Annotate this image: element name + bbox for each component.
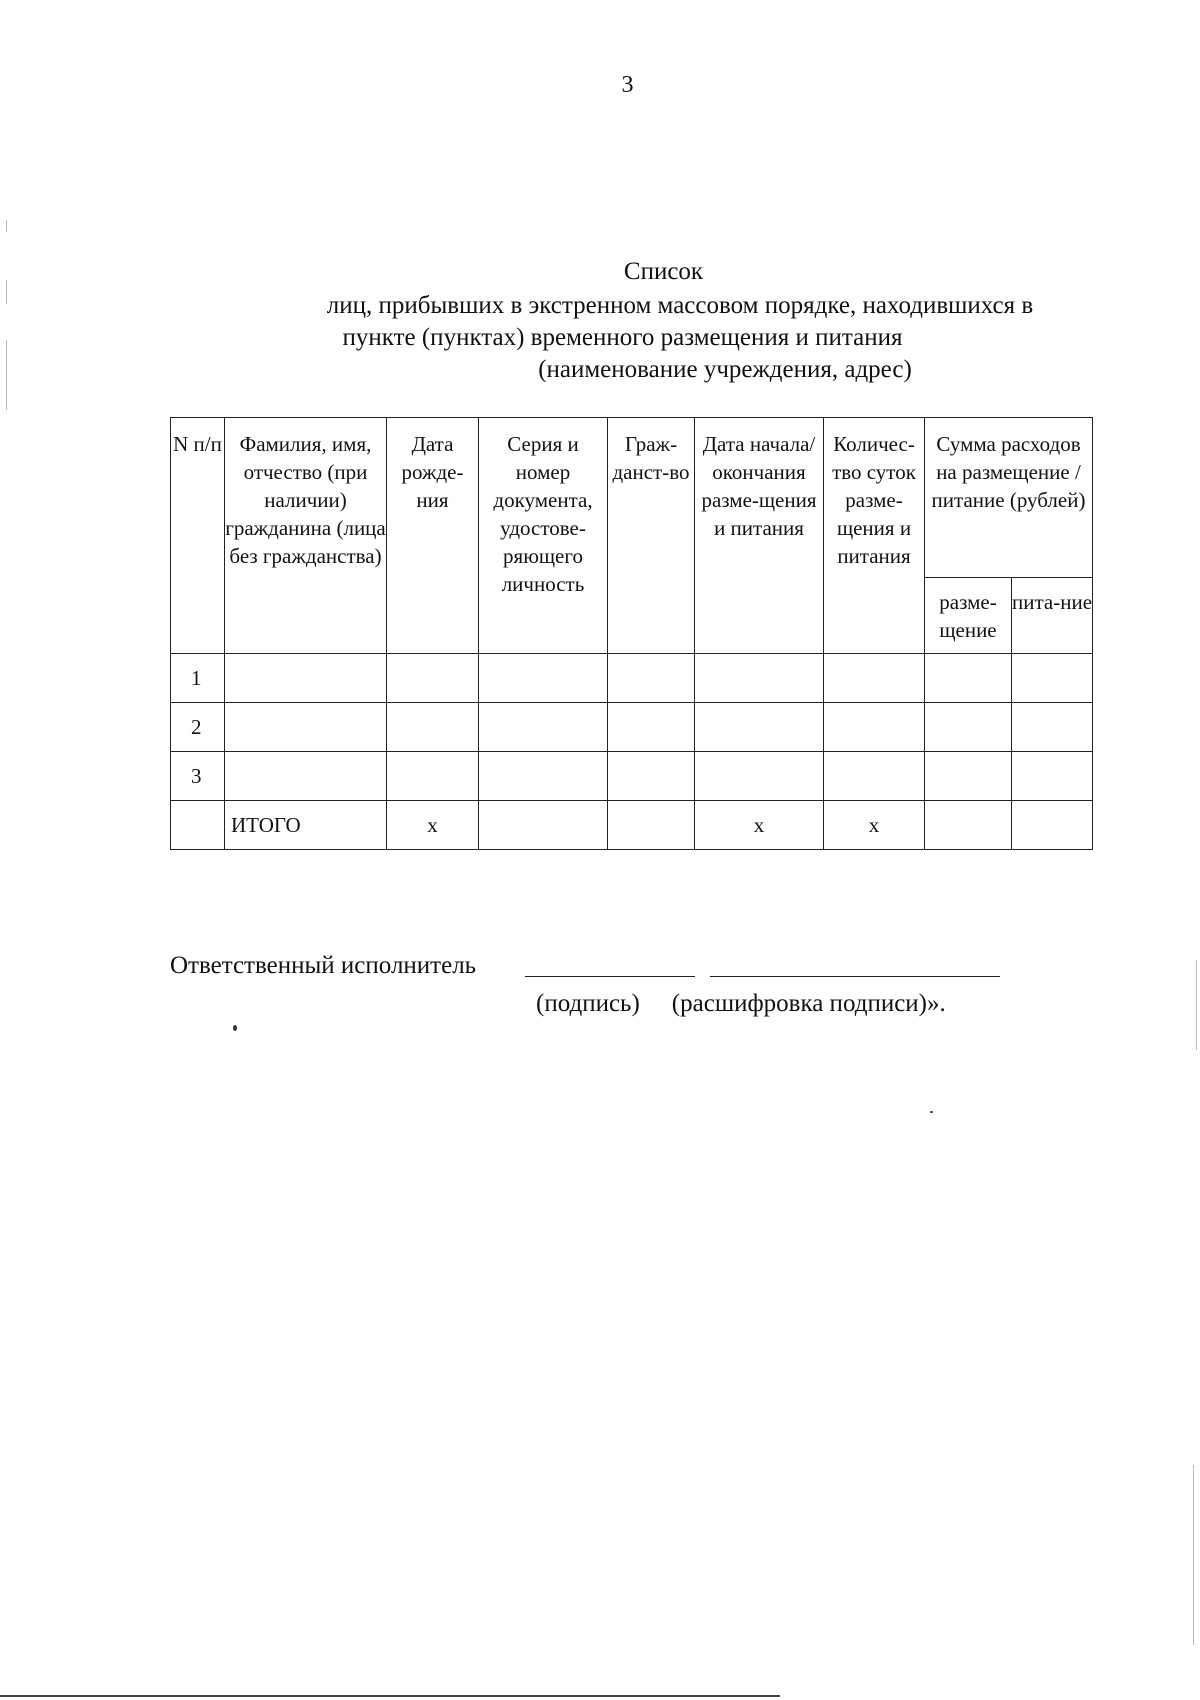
row-number: 3 — [171, 752, 225, 801]
subtitle-line-1: лиц, прибывших в экстренном массовом порядке, находившихся в — [326, 292, 1034, 319]
cell-days — [824, 654, 925, 703]
cell-lodging — [925, 752, 1012, 801]
header-sum-food: пита-ние — [1012, 578, 1093, 654]
scan-edge-mark — [6, 220, 7, 232]
table-total-row — [171, 801, 1093, 850]
cell-birth — [387, 654, 479, 703]
cell-lodging — [925, 703, 1012, 752]
document-title: Список — [623, 258, 704, 285]
header-citizenship: Граж-данст-во — [608, 418, 695, 654]
cell-lodging — [925, 654, 1012, 703]
table-header-row — [171, 418, 1093, 578]
cell-days — [824, 703, 925, 752]
decode-caption: (расшифровка подписи)». — [671, 990, 946, 1017]
cell-doc — [479, 654, 608, 703]
cell-citizenship — [608, 654, 695, 703]
header-sum: Сумма расходов на размещение / питание (рублей) — [925, 418, 1093, 578]
page-number: 3 — [621, 72, 634, 98]
cell-food — [1012, 654, 1093, 703]
cell-birth — [387, 703, 479, 752]
header-days: Количес-тво суток разме-щения и питания — [824, 418, 925, 654]
cell-citizenship — [608, 703, 695, 752]
decode-blank — [710, 976, 1000, 977]
cell-name — [225, 752, 387, 801]
header-document: Серия и номер документа, удостове-ряющего личность — [479, 418, 608, 654]
cell-name — [225, 654, 387, 703]
scan-edge-mark — [1196, 960, 1197, 1050]
total-birth: х — [387, 801, 479, 850]
responsible-line — [170, 952, 476, 980]
header-dates: Дата начала/ окончания разме-щения и питания — [695, 418, 824, 654]
cell-food — [1012, 703, 1093, 752]
cell-doc — [479, 752, 608, 801]
cell-name — [225, 703, 387, 752]
cell-empty — [608, 801, 695, 850]
table-row — [171, 703, 1093, 752]
scan-speck — [233, 1025, 237, 1031]
table-row — [171, 752, 1093, 801]
total-days: х — [824, 801, 925, 850]
cell-citizenship — [608, 752, 695, 801]
cell-dates — [695, 752, 824, 801]
scan-speck — [930, 1111, 933, 1113]
total-dates: х — [695, 801, 824, 850]
header-num: N п/п — [171, 418, 225, 654]
header-name: Фамилия, имя, отчество (при наличии) гражданина (лица без гражданства) — [225, 418, 387, 654]
scan-edge-mark — [6, 280, 7, 304]
persons-table — [170, 417, 1093, 850]
total-food — [1012, 801, 1093, 850]
responsible-label: Ответственный исполнитель — [170, 952, 477, 979]
row-number: 1 — [171, 654, 225, 703]
cell-food — [1012, 752, 1093, 801]
header-sum-lodging: разме-щение — [925, 578, 1012, 654]
row-number: 2 — [171, 703, 225, 752]
cell-dates — [695, 703, 824, 752]
scan-edge-mark — [1193, 1465, 1194, 1645]
cell-doc — [479, 703, 608, 752]
scan-bottom-edge — [0, 1695, 780, 1697]
cell-birth — [387, 752, 479, 801]
document-subtitle — [200, 290, 1160, 386]
signature-blank — [525, 976, 695, 977]
header-birth-date: Дата рожде-ния — [387, 418, 479, 654]
subtitle-line-3: (наименование учреждения, адрес) — [538, 356, 912, 383]
cell-dates — [695, 654, 824, 703]
signature-caption: (подпись) — [536, 990, 640, 1017]
cell-days — [824, 752, 925, 801]
scan-edge-mark — [6, 340, 7, 410]
cell-empty — [171, 801, 225, 850]
subtitle-line-2: пункте (пунктах) временного размещения и питания — [342, 324, 903, 351]
total-label: ИТОГО — [225, 801, 387, 850]
cell-empty — [479, 801, 608, 850]
signature-captions — [536, 990, 946, 1018]
total-lodging — [925, 801, 1012, 850]
table-row — [171, 654, 1093, 703]
